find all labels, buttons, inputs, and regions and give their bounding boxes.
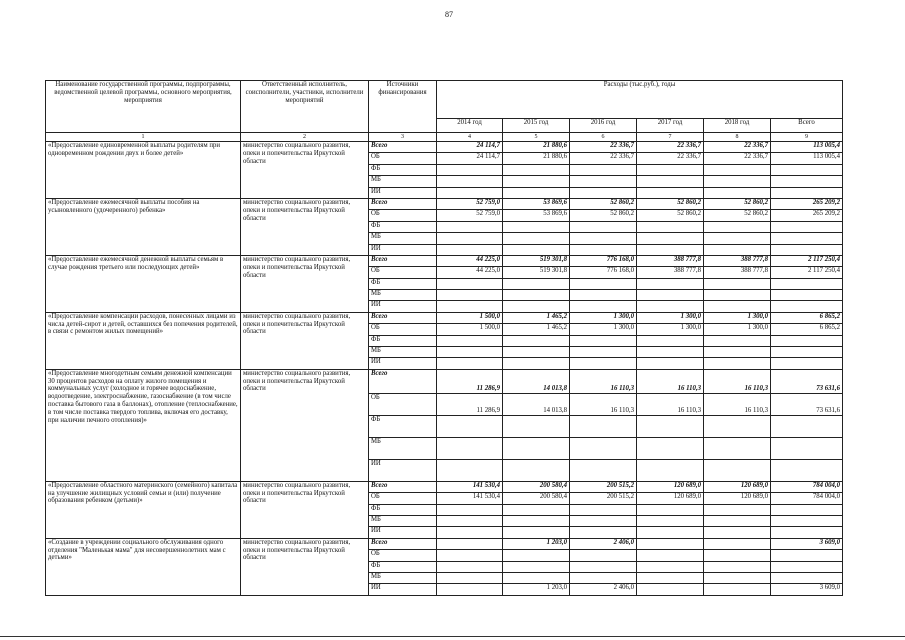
- value-year: 388 777,8: [637, 267, 704, 278]
- value-year: [637, 301, 704, 312]
- value-year: [437, 301, 503, 312]
- column-number: 5: [503, 133, 570, 142]
- funding-source: МБ: [369, 347, 437, 358]
- value-year: 200 580,4: [503, 493, 570, 504]
- table-row: [46, 312, 843, 323]
- funding-source: Всего: [369, 255, 437, 266]
- value-year: 24 114,7: [437, 153, 503, 164]
- value-year: 22 336,7: [570, 142, 637, 153]
- value-year: [437, 437, 503, 459]
- value-year: [570, 347, 637, 358]
- value-year: [704, 584, 771, 595]
- value-year: 1 500,0: [437, 312, 503, 323]
- value-year: 52 860,2: [704, 198, 771, 209]
- value-year: [437, 415, 503, 437]
- value-year: [637, 164, 704, 175]
- value-year: [503, 572, 570, 583]
- table-row: [46, 142, 843, 153]
- value-total: [771, 459, 843, 481]
- value-year: 14 013,8: [503, 393, 570, 415]
- value-total: 6 865,2: [771, 312, 843, 323]
- value-year: [570, 561, 637, 572]
- funding-source: ФБ: [369, 504, 437, 515]
- value-year: 1 300,0: [637, 312, 704, 323]
- value-year: [570, 415, 637, 437]
- value-year: [570, 233, 637, 244]
- value-total: 2 117 250,4: [771, 267, 843, 278]
- funding-source: ФБ: [369, 561, 437, 572]
- measure-name: «Предоставление областного материнского (семейного) капитала на улучшение жилищных условий семьи и (или) получение образования ребенком (детьми)»: [46, 481, 241, 538]
- funding-source: Всего: [369, 538, 437, 549]
- value-year: 52 860,2: [704, 210, 771, 221]
- value-year: [704, 278, 771, 289]
- value-year: [437, 550, 503, 561]
- value-year: 11 286,9: [437, 369, 503, 393]
- value-year: [503, 301, 570, 312]
- funding-source: ОБ: [369, 550, 437, 561]
- value-year: [503, 437, 570, 459]
- value-year: 44 225,0: [437, 267, 503, 278]
- value-year: [637, 358, 704, 369]
- value-year: [503, 561, 570, 572]
- funding-source: Всего: [369, 142, 437, 153]
- value-year: 52 860,2: [637, 210, 704, 221]
- header-year: 2015 год: [503, 119, 570, 133]
- funding-source: ОБ: [369, 324, 437, 335]
- value-year: 22 336,7: [637, 142, 704, 153]
- value-year: 14 013,8: [503, 369, 570, 393]
- value-year: 1 300,0: [704, 312, 771, 323]
- value-year: [437, 221, 503, 232]
- value-year: 776 168,0: [570, 255, 637, 266]
- value-year: 24 114,7: [437, 142, 503, 153]
- value-total: [771, 437, 843, 459]
- value-year: [704, 459, 771, 481]
- value-total: [771, 278, 843, 289]
- funding-source: МБ: [369, 437, 437, 459]
- value-year: 52 860,2: [570, 210, 637, 221]
- value-year: 200 515,2: [570, 481, 637, 492]
- table-row: [46, 538, 843, 549]
- value-year: [437, 290, 503, 301]
- value-year: [570, 164, 637, 175]
- value-year: [437, 358, 503, 369]
- value-year: 120 689,0: [704, 481, 771, 492]
- responsible-executor: министерство социального развития, опеки и попечительства Иркутской области: [241, 538, 369, 595]
- value-year: [437, 335, 503, 346]
- funding-source: Всего: [369, 481, 437, 492]
- header-responsible: Ответственный исполнитель, соисполнители, участники, исполнители мероприятий: [241, 81, 369, 133]
- value-year: [503, 515, 570, 526]
- value-year: 388 777,8: [704, 267, 771, 278]
- value-year: [570, 244, 637, 255]
- value-year: [503, 290, 570, 301]
- column-number: 3: [369, 133, 437, 142]
- value-year: [437, 233, 503, 244]
- value-year: [704, 572, 771, 583]
- value-year: 2 406,0: [570, 538, 637, 549]
- value-total: [771, 561, 843, 572]
- value-year: 200 580,4: [503, 481, 570, 492]
- measure-name: «Предоставление ежемесячной выплаты пособия на усыновленного (удочеренного) ребенка»: [46, 198, 241, 255]
- value-total: [771, 290, 843, 301]
- value-year: [503, 358, 570, 369]
- funding-source: ОБ: [369, 493, 437, 504]
- value-year: [570, 358, 637, 369]
- header-program-name: Наименование государственной программы, подпрограммы, ведомственной целевой программы, основного мероприятия, мероприятия: [46, 81, 241, 133]
- responsible-executor: министерство социального развития, опеки и попечительства Иркутской области: [241, 255, 369, 312]
- value-year: [503, 347, 570, 358]
- funding-source: Всего: [369, 369, 437, 393]
- header-expenses: Расходы (тыс.руб.), годы: [437, 81, 843, 119]
- value-total: 6 865,2: [771, 324, 843, 335]
- value-year: [704, 504, 771, 515]
- value-total: [771, 572, 843, 583]
- funding-source: ОБ: [369, 210, 437, 221]
- value-year: 52 759,0: [437, 210, 503, 221]
- value-total: [771, 515, 843, 526]
- value-year: [704, 233, 771, 244]
- table-row: [46, 369, 843, 393]
- value-year: 1 203,0: [503, 538, 570, 549]
- value-year: 776 168,0: [570, 267, 637, 278]
- measure-name: «Предоставление ежемесячной денежной выплаты семьям в случае рождения третьего или последующих детей»: [46, 255, 241, 312]
- responsible-executor: министерство социального развития, опеки и попечительства Иркутской области: [241, 312, 369, 369]
- value-year: [704, 335, 771, 346]
- value-year: 52 759,0: [437, 198, 503, 209]
- value-total: [771, 244, 843, 255]
- value-total: [771, 187, 843, 198]
- value-year: [570, 290, 637, 301]
- value-year: [704, 415, 771, 437]
- value-year: [570, 301, 637, 312]
- funding-source: МБ: [369, 290, 437, 301]
- value-total: 3 609,0: [771, 584, 843, 595]
- value-year: [637, 584, 704, 595]
- value-year: [704, 561, 771, 572]
- value-total: [771, 504, 843, 515]
- value-year: [437, 572, 503, 583]
- measure-name: «Предоставление многодетным семьям денежной компенсации 30 процентов расходов на оплату жилого помещения и коммунальных услуг (холодное и горячее водоснабжение, водоотведение, электроснабжение, газоснабжение (в том числе поставка бытового газа в баллонах), отопление (теплоснабжение, в том числе поставка твердого топлива, включая его доставку, при наличии печного отопления)»: [46, 369, 241, 481]
- value-year: [570, 459, 637, 481]
- value-year: 1 300,0: [637, 324, 704, 335]
- funding-source: ИИ: [369, 527, 437, 538]
- measure-name: «Предоставление единовременной выплаты родителям при одновременном рождении двух и более детей»: [46, 142, 241, 199]
- value-year: 16 110,3: [637, 369, 704, 393]
- value-year: [637, 221, 704, 232]
- value-total: [771, 176, 843, 187]
- value-total: [771, 335, 843, 346]
- value-total: 784 004,0: [771, 493, 843, 504]
- value-year: [704, 437, 771, 459]
- funding-source: Всего: [369, 198, 437, 209]
- value-total: 113 005,4: [771, 153, 843, 164]
- value-year: [637, 504, 704, 515]
- value-total: [771, 347, 843, 358]
- value-year: 1 465,2: [503, 324, 570, 335]
- value-total: [771, 233, 843, 244]
- value-year: 388 777,8: [704, 255, 771, 266]
- value-year: 53 869,6: [503, 210, 570, 221]
- value-year: [704, 538, 771, 549]
- value-total: [771, 415, 843, 437]
- value-total: [771, 164, 843, 175]
- value-year: [437, 561, 503, 572]
- funding-source: Всего: [369, 312, 437, 323]
- value-year: 141 530,4: [437, 481, 503, 492]
- header-sources: Источники финансирования: [369, 81, 437, 133]
- value-year: [570, 187, 637, 198]
- value-year: [637, 550, 704, 561]
- value-year: [570, 335, 637, 346]
- header-year: 2017 год: [637, 119, 704, 133]
- value-year: 16 110,3: [704, 393, 771, 415]
- responsible-executor: министерство социального развития, опеки и попечительства Иркутской области: [241, 481, 369, 538]
- value-year: [637, 415, 704, 437]
- value-total: 113 005,4: [771, 142, 843, 153]
- funding-source: ОБ: [369, 267, 437, 278]
- header-year: 2018 год: [704, 119, 771, 133]
- value-year: 200 515,2: [570, 493, 637, 504]
- value-year: [503, 550, 570, 561]
- value-year: 52 860,2: [570, 198, 637, 209]
- value-year: [704, 550, 771, 561]
- column-number: 1: [46, 133, 241, 142]
- value-year: [637, 527, 704, 538]
- column-number: 2: [241, 133, 369, 142]
- measure-name: «Предоставление компенсации расходов, понесенных лицами из числа детей-сирот и детей, оставшихся без попечения родителей, в связи с ремонтом жилых помещений»: [46, 312, 241, 369]
- value-year: 388 777,8: [637, 255, 704, 266]
- value-year: 21 880,6: [503, 153, 570, 164]
- value-year: [704, 347, 771, 358]
- value-year: [437, 584, 503, 595]
- value-year: 1 300,0: [570, 312, 637, 323]
- value-year: [637, 335, 704, 346]
- value-year: [704, 527, 771, 538]
- value-total: [771, 527, 843, 538]
- funding-source: ИИ: [369, 584, 437, 595]
- value-year: [637, 538, 704, 549]
- value-year: [637, 244, 704, 255]
- value-year: [704, 358, 771, 369]
- value-year: [437, 538, 503, 549]
- value-year: 1 465,2: [503, 312, 570, 323]
- header-year: 2014 год: [437, 119, 503, 133]
- measure-name: «Создание в учреждении социального обслуживания одного отделения "Маленькая мама" для несовершеннолетних мам с детьми»: [46, 538, 241, 595]
- value-year: [570, 572, 637, 583]
- value-year: [437, 244, 503, 255]
- value-year: 53 869,6: [503, 198, 570, 209]
- table-row: [46, 481, 843, 492]
- value-year: [570, 504, 637, 515]
- value-year: [637, 437, 704, 459]
- value-year: [437, 459, 503, 481]
- value-total: 3 609,0: [771, 538, 843, 549]
- value-year: [637, 176, 704, 187]
- header-year: 2016 год: [570, 119, 637, 133]
- value-year: 1 300,0: [570, 324, 637, 335]
- value-year: [570, 527, 637, 538]
- funding-source: ФБ: [369, 278, 437, 289]
- value-year: [570, 221, 637, 232]
- header-total: Всего: [771, 119, 843, 133]
- value-year: 22 336,7: [704, 153, 771, 164]
- value-year: [437, 164, 503, 175]
- value-year: [503, 335, 570, 346]
- funding-source: ФБ: [369, 221, 437, 232]
- responsible-executor: министерство социального развития, опеки и попечительства Иркутской области: [241, 142, 369, 199]
- value-total: 265 209,2: [771, 198, 843, 209]
- value-total: [771, 550, 843, 561]
- value-year: [503, 504, 570, 515]
- value-year: [637, 290, 704, 301]
- value-year: [637, 572, 704, 583]
- value-year: [570, 278, 637, 289]
- value-year: [704, 290, 771, 301]
- value-year: 1 500,0: [437, 324, 503, 335]
- funding-source: ИИ: [369, 301, 437, 312]
- header-numbers-row: [46, 133, 843, 142]
- value-year: [637, 561, 704, 572]
- value-year: [503, 164, 570, 175]
- column-number: 8: [704, 133, 771, 142]
- value-year: [503, 278, 570, 289]
- value-year: [570, 515, 637, 526]
- column-number: 7: [637, 133, 704, 142]
- funding-source: ФБ: [369, 415, 437, 437]
- value-year: 120 689,0: [637, 481, 704, 492]
- value-year: 141 530,4: [437, 493, 503, 504]
- value-year: 22 336,7: [637, 153, 704, 164]
- value-year: [637, 347, 704, 358]
- value-year: [503, 221, 570, 232]
- value-year: [704, 515, 771, 526]
- value-year: [704, 164, 771, 175]
- value-year: [704, 176, 771, 187]
- value-total: 73 631,6: [771, 369, 843, 393]
- funding-source: ОБ: [369, 153, 437, 164]
- value-year: [503, 176, 570, 187]
- value-year: 519 301,8: [503, 267, 570, 278]
- value-year: 519 301,8: [503, 255, 570, 266]
- value-year: 120 689,0: [704, 493, 771, 504]
- page-bottom-border: [0, 636, 905, 637]
- funding-source: ИИ: [369, 244, 437, 255]
- value-total: 265 209,2: [771, 210, 843, 221]
- header-row: [46, 81, 843, 119]
- value-year: [437, 176, 503, 187]
- value-year: 16 110,3: [570, 393, 637, 415]
- funding-source: ИИ: [369, 358, 437, 369]
- value-year: 52 860,2: [637, 198, 704, 209]
- value-year: 1 300,0: [704, 324, 771, 335]
- column-number: 6: [570, 133, 637, 142]
- page-number: 87: [445, 10, 453, 19]
- column-number: 9: [771, 133, 843, 142]
- table-row: [46, 198, 843, 209]
- value-total: 784 004,0: [771, 481, 843, 492]
- value-year: [503, 415, 570, 437]
- value-year: [704, 301, 771, 312]
- value-year: 120 689,0: [637, 493, 704, 504]
- value-year: [503, 459, 570, 481]
- value-total: [771, 301, 843, 312]
- value-year: [637, 233, 704, 244]
- value-year: [570, 176, 637, 187]
- value-year: [704, 244, 771, 255]
- value-year: [637, 278, 704, 289]
- value-year: [437, 527, 503, 538]
- responsible-executor: министерство социального развития, опеки и попечительства Иркутской области: [241, 369, 369, 481]
- value-year: [437, 187, 503, 198]
- funding-source: МБ: [369, 515, 437, 526]
- value-year: 16 110,3: [570, 369, 637, 393]
- value-year: [637, 187, 704, 198]
- funding-source: МБ: [369, 572, 437, 583]
- value-total: 73 631,6: [771, 393, 843, 415]
- value-year: [637, 459, 704, 481]
- value-year: 44 225,0: [437, 255, 503, 266]
- funding-source: МБ: [369, 176, 437, 187]
- value-year: 11 286,9: [437, 393, 503, 415]
- value-year: [503, 233, 570, 244]
- value-year: [570, 550, 637, 561]
- funding-source: МБ: [369, 233, 437, 244]
- value-year: [637, 515, 704, 526]
- value-year: 22 336,7: [704, 142, 771, 153]
- value-year: [704, 187, 771, 198]
- funding-source: ОБ: [369, 393, 437, 415]
- value-year: [570, 437, 637, 459]
- value-year: [437, 504, 503, 515]
- value-year: 16 110,3: [704, 369, 771, 393]
- responsible-executor: министерство социального развития, опеки и попечительства Иркутской области: [241, 198, 369, 255]
- value-year: [503, 187, 570, 198]
- value-year: [503, 244, 570, 255]
- value-year: 21 880,6: [503, 142, 570, 153]
- value-year: [437, 278, 503, 289]
- column-number: 4: [437, 133, 503, 142]
- value-total: [771, 358, 843, 369]
- value-year: 22 336,7: [570, 153, 637, 164]
- value-year: [437, 515, 503, 526]
- value-year: [704, 221, 771, 232]
- value-year: 16 110,3: [637, 393, 704, 415]
- expenses-table: [45, 80, 843, 596]
- value-total: 2 117 250,4: [771, 255, 843, 266]
- value-year: 1 203,0: [503, 584, 570, 595]
- funding-source: ИИ: [369, 187, 437, 198]
- funding-source: ФБ: [369, 335, 437, 346]
- value-year: 2 406,0: [570, 584, 637, 595]
- value-year: [503, 527, 570, 538]
- value-total: [771, 221, 843, 232]
- funding-source: ФБ: [369, 164, 437, 175]
- funding-source: ИИ: [369, 459, 437, 481]
- table-row: [46, 255, 843, 266]
- value-year: [437, 347, 503, 358]
